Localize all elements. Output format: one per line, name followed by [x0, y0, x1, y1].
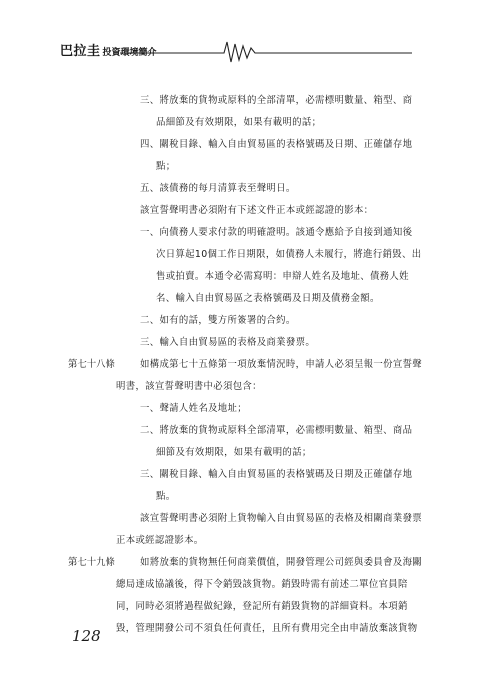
text-line: 點； [156, 161, 176, 172]
text-line: 次日算起10個工作日期限，如債務人未履行，將進行銷毀、出 [156, 249, 422, 260]
text-line: 該宣誓聲明書必須附上貨物輸入自由貿易區的表格及相關商業發票 [140, 513, 423, 524]
brand-sub-title: 投資環境簡介 [102, 48, 157, 58]
text-line: 明書，該宣誓聲明書中必須包含： [116, 381, 262, 392]
text-line: 該宣誓聲明書必須附有下述文件正本或經認證的影本： [140, 205, 374, 216]
page-header [60, 36, 420, 64]
text-line: 二、將放棄的貨物或原料全部清單，必需標明數量、箱型、商品 [140, 425, 413, 436]
text-line: 正本或經認證影本。 [116, 535, 204, 546]
text-line: 名、輸入自由貿易區之表格號碼及日期及債務金額。 [156, 293, 380, 304]
text-line: 三、輸入自由貿易區的表格及商業發票。 [140, 337, 316, 348]
article-label: 第七十八條 [68, 359, 115, 370]
text-line: 一、聲請人姓名及地址； [140, 403, 247, 414]
page-number: 128 [72, 627, 101, 645]
text-line: 如將放棄的貨物無任何商業價值，開發管理公司經與委員會及海關 [140, 557, 423, 568]
text-line: 總局達成協議後，得下令銷毀該貨物。銷毀時需有前述二單位官員陪 [116, 579, 408, 590]
text-line: 如構成第七十五條第一項放棄情況時，申請人必須呈報一份宣誓聲 [140, 359, 423, 370]
text-line: 一、向債務人要求付款的明確證明。該通令應給予自接到通知後 [140, 227, 413, 238]
text-line: 三、將放棄的貨物或原料的全部清單，必需標明數量、箱型、商 [140, 95, 413, 106]
text-line: 五、該債務的每月清算表至聲明日。 [140, 183, 296, 194]
text-line: 毀，管理開發公司不須負任何責任，且所有費用完全由申請放棄該貨物 [116, 623, 418, 634]
text-line: 品細節及有效期限，如果有載明的話； [156, 117, 322, 128]
text-line: 同，同時必須將過程做紀錄，登記所有銷毀貨物的詳細資料。本項銷 [116, 601, 408, 612]
text-line: 售或拍賣。本通令必需寫明：申辯人姓名及地址、債務人姓 [156, 271, 409, 282]
text-line: 點。 [156, 491, 176, 502]
article-label: 第七十九條 [68, 557, 115, 568]
text-line: 三、關稅目錄、輸入自由貿易區的表格號碼及日期及正確儲存地 [140, 469, 413, 480]
brand-main-title: 巴拉圭 [60, 44, 101, 59]
header-brand [60, 40, 157, 59]
text-line: 二、如有的話，雙方所簽署的合約。 [140, 315, 296, 326]
text-line: 細節及有效期限，如果有載明的話； [156, 447, 312, 458]
text-line: 四、關稅目錄、輸入自由貿易區的表格號碼及日期、正確儲存地 [140, 139, 413, 150]
